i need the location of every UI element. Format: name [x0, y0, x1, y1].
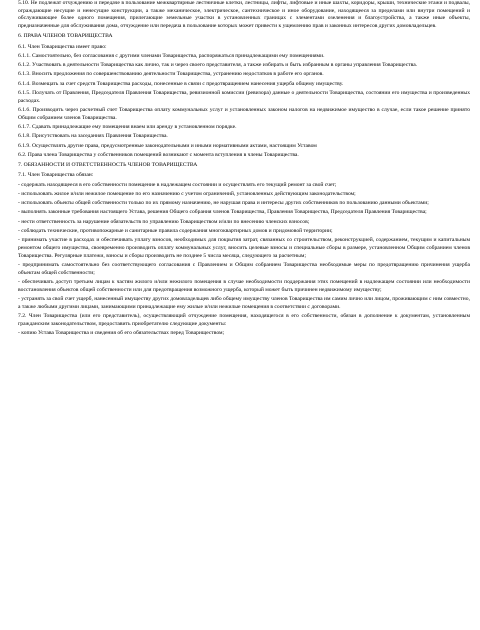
paragraph-7-2: 7.2. Член Товарищества (или его представитель), осуществляющий отчуждение помещения, находящегося в его собственности, обязан в дополнение к документам, установленным гражданским законодательством, предоставить приобретателю следующие документы: [18, 313, 470, 327]
paragraph-6-1-3: 6.1.3. Вносить предложения по совершенствованию деятельности Товарищества, устранению недостатков в работе его органов. [18, 71, 324, 78]
obligation-item: - предпринимать самостоятельно без соответствующего согласования с Правлением и Общим собранием Товарищества необходимые меры по предотвращению причинения ущерба объектам общей собственности; [18, 262, 470, 276]
section-6-heading: 6. ПРАВА ЧЛЕНОВ ТОВАРИЩЕСТВА [18, 32, 113, 39]
paragraph-6-1-2: 6.1.2. Участвовать в деятельности Товарищества как лично, так и через своего представителя, а также избирать и быть избранным в органы управления Товарищества. [18, 62, 418, 69]
paragraph-5-10: 5.10. Не подлежат отчуждению и передаче в пользование межквартирные лестничные клетки, лестницы, лифты, лифтовые и иные шахты, коридоры, крыши, технические этажи и подвалы, ограждающие несущие и ненесущие конструкции, а также механическое, электрическое, сантехническое и иное оборудование, находящееся за пределами или внутри помещений и обслуживающее более одного помещения, прилегающие земельные участки в установленных границах с элементами озеленения и благоустройства, а также иные объекты, предназначенные для обслуживания дома, отчуждение или передача в пользование которых может привести к ущемлению прав и законных интересов других домовладельцев. [18, 0, 470, 30]
paragraph-7-1: 7.1. Член Товарищества обязан: [18, 172, 94, 179]
obligation-item: - содержать находящееся в его собственности помещение в надлежащем состоянии и осуществлять его текущий ремонт за свой счет; [18, 181, 337, 188]
paragraph-6-1-1: 6.1.1. Самостоятельно, без согласования с другими членами Товарищества, распоряжаться принадлежащими ему помещениями. [18, 52, 325, 59]
obligation-item: - устранять за свой счет ущерб, нанесенный имуществу других домовладельцев либо общему имуществу членов Товарищества им самим лично или лицом, проживающим с ним совместно, а также любыми другими лицами, занимающими принадлежащие ему жилые и/или нежилые помещения в соответствии с договорами. [18, 296, 470, 310]
paragraph-6-1: 6.1. Член Товарищества имеет право: [18, 43, 107, 50]
paragraph-6-1-8: 6.1.8. Присутствовать на заседаниях Правления Товарищества. [18, 133, 168, 140]
section-7-heading: 7. ОБЯЗАННОСТИ И ОТВЕТСТВЕННОСТЬ ЧЛЕНОВ ТОВАРИЩЕСТВА [18, 161, 198, 168]
obligation-item: - нести ответственность за нарушение обязательств по управлению Товариществом и/или по внесению членских взносов; [18, 218, 310, 225]
obligation-item: - принимать участие в расходах и обеспечивать уплату взносов, необходимых для покрытия затрат, связанных со строительством, реконструкцией, содержанием, текущим и капитальным ремонтом общего имущества, своевременно производить оплату коммунальных услуг, вносить целевые взносы и специальные сборы в размере, установленном Общим собранием членов Товарищества. Регулярные платежи, взносы и сборы производить не позднее 5 числа месяца, следующего за расчетным; [18, 237, 470, 259]
paragraph-6-1-6: 6.1.6. Производить через расчетный счет Товарищества оплату коммунальных услуг и установленных законом налогов на недвижимое имущество в случае, если такое решение принято Общим собранием членов Товарищества. [18, 107, 470, 121]
paragraph-6-1-7: 6.1.7. Сдавать принадлежащие ему помещения внаем или аренду в установленном порядке. [18, 124, 237, 130]
obligation-item: - использовать жилое и/или нежилое помещение по его назначению с учетом ограничений, установленных действующим законодательством; [18, 190, 356, 197]
paragraph-6-1-9: 6.1.9. Осуществлять другие права, предусмотренные законодательными и иными нормативными актами, настоящим Уставом [18, 142, 317, 149]
obligation-item: - обеспечивать доступ третьим лицам к частям жилого и/или нежилого помещения в случае необходимости поддержания этих помещений в надлежащем состоянии или необходимости восстановления объектов общей собственности или для предотвращения возможного ущерба, который может быть причинен недвижимому имуществу; [18, 279, 470, 293]
paragraph-6-2: 6.2. Права члена Товарищества у собственников помещений возникают с момента вступления в члены Товарищества. [18, 151, 299, 158]
obligation-item: - использовать объекты общей собственности только по их прямому назначению, не нарушая права и интересы других собственников по пользованию данными объектами; [18, 200, 429, 207]
obligation-item: - соблюдать технические, противопожарные и санитарные правила содержания многоквартирных домов и придомовой территории; [18, 228, 333, 235]
document-list-item: - копию Устава Товарищества и сведения об его обязательствах перед Товариществом; [18, 330, 225, 337]
obligation-item: - выполнять законные требования настоящего Устава, решения Общего собрания членов Товарищества, Правления Товарищества, Председателя Правления Товарищества; [18, 209, 427, 216]
paragraph-6-1-4: 6.1.4. Возмещать за счет средств Товарищества расходы, понесенные в связи с предотвращением нанесения ущерба общему имуществу. [18, 80, 344, 87]
paragraph-6-1-5: 6.1.5. Получать от Правления, Председателя Правления Товарищества, ревизионной комиссии (ревизора) данные о деятельности Товарищества, состоянии его имущества и произведенных расходах. [18, 90, 470, 104]
